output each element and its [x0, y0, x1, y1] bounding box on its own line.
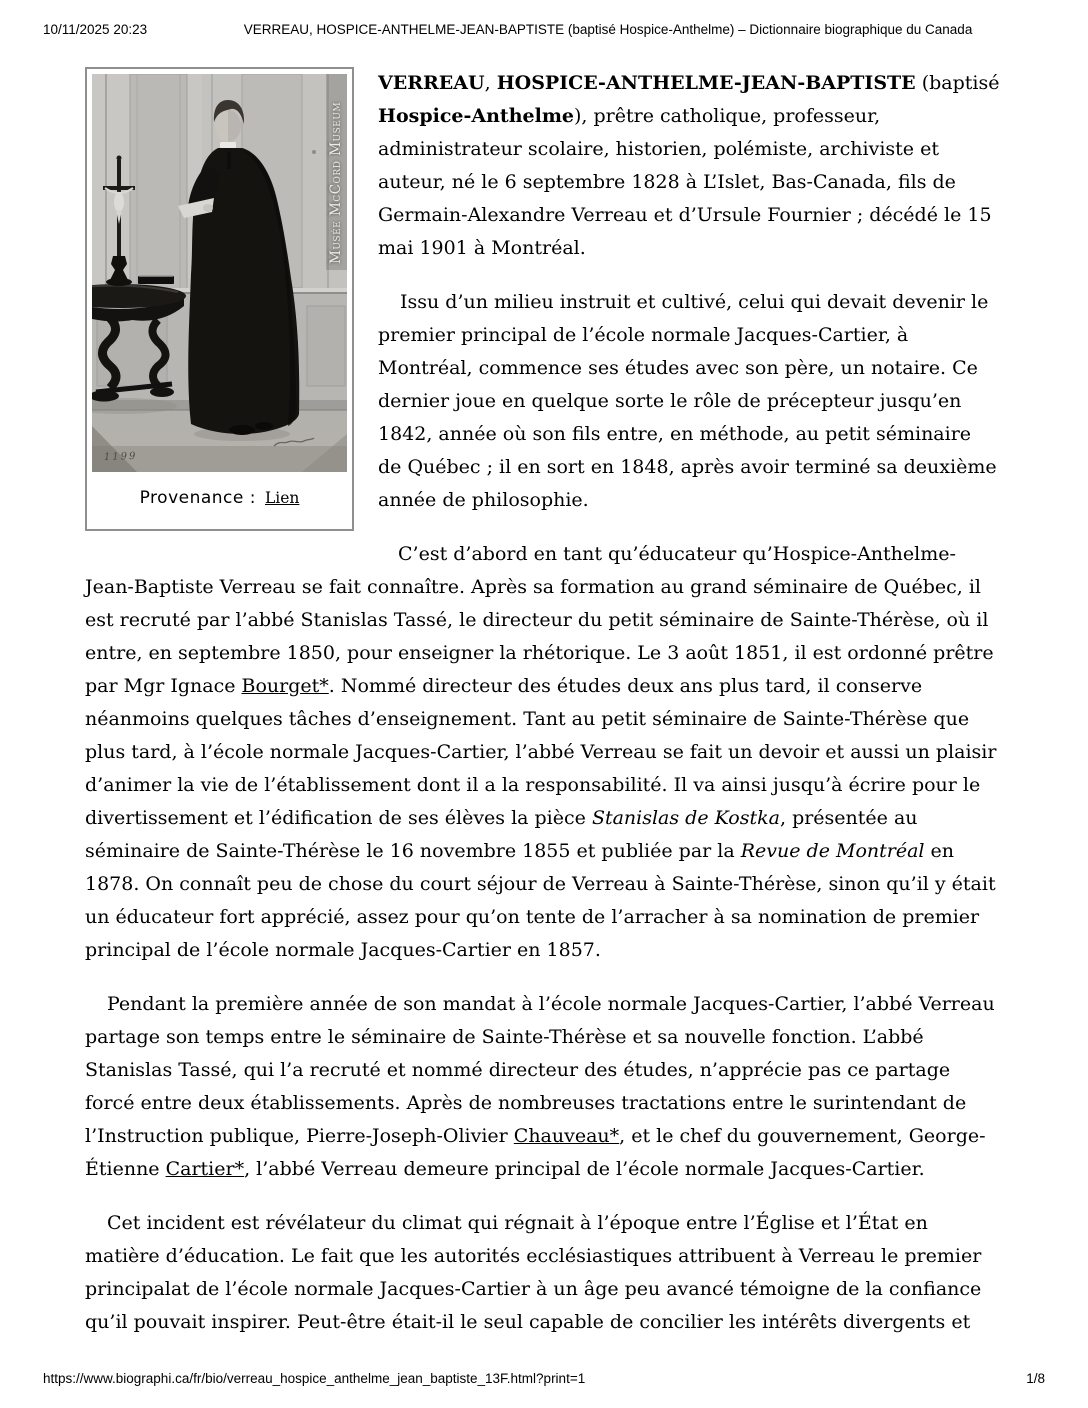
- paragraph-5: [85, 1207, 1000, 1339]
- text-segment: . Nommé directeur des études deux ans plus tard, il conserve néanmoins quelques tâches d’enseignement. Tant au petit séminaire de Sainte-Thérèse que plus tard, à l’école normale Jacques-Cartier, l’abbé Verreau se fait un devoir et aussi un plaisir d’animer la vie de l’établissement dont il a la responsabilité. Il va ainsi jusqu’à écrire pour le divertissement et l’édification de ses élèves la pièce: [85, 675, 997, 829]
- book: [138, 276, 174, 284]
- text-segment: Pendant la première année de son mandat à l’école normale Jacques-Cartier, l’abbé Verreau partage son temps entre le séminaire de Sainte-Thérèse et sa nouvelle fonction. L’abbé Stanislas Tassé, qui l’a recruté et nommé directeur des études, n’apprécie pas ce partage forcé entre deux établissements. Après de nombreuses tractations entre le surintendant de l’Instruction publique, Pierre-Joseph-Olivier: [85, 993, 995, 1147]
- source-url: https://www.biographi.ca/fr/bio/verreau_hospice_anthelme_jean_baptiste_13F.html?print=1: [43, 1371, 586, 1386]
- museum-credit: Musée McCord Museum: [326, 74, 347, 270]
- portrait-figure: [85, 67, 354, 531]
- figure-caption: [92, 472, 347, 524]
- provenance-link[interactable]: Lien: [265, 488, 300, 507]
- text-segment: , l’abbé Verreau demeure principal de l’école normale Jacques-Cartier.: [244, 1158, 925, 1180]
- print-datetime: 10/11/2025 20:23: [43, 22, 148, 37]
- text-segment: , et le chef du gouvernement, George-Étienne: [85, 1125, 986, 1180]
- text-segment: Revue de Montréal: [740, 840, 925, 862]
- paragraph-4: [85, 988, 1000, 1186]
- provenance-label: Provenance :: [139, 487, 256, 508]
- article-body: [85, 67, 1000, 1360]
- portrait-photo-frame: [92, 74, 347, 472]
- page-title: VERREAU, HOSPICE-ANTHELME-JEAN-BAPTISTE (baptisé Hospice-Anthelme) – Dictionnaire biographique du Canada: [243, 22, 973, 37]
- text-segment: HOSPICE-ANTHELME-JEAN-BAPTISTE: [496, 72, 916, 94]
- text-segment: ), prêtre catholique, professeur, administrateur scolaire, historien, polémiste, archiviste et auteur, né le 6 septembre 1828 à L’Islet, Bas-Canada, fils de Germain-Alexandre Verreau et d’Ursule Fournier ; décédé le 15 mai 1901 à Montréal.: [378, 105, 992, 259]
- text-segment: , présentée au séminaire de Sainte-Thérèse le 16 novembre 1855 et publiée par la: [85, 807, 918, 862]
- text-segment: Cet incident est révélateur du climat qui régnait à l’époque entre l’Église et l’État en matière d’éducation. Le fait que les autorités ecclésiastiques attribuent à Verreau le premier principalat de l’école normale Jacques-Cartier à un âge peu avancé témoigne de la confiance qu’il pouvait inspirer. Peut-être était-il le seul capable de concilier les intérêts divergents et: [85, 1212, 982, 1333]
- page-number: 1/8: [1026, 1371, 1045, 1386]
- text-segment: en 1878. On connaît peu de chose du court séjour de Verreau à Sainte-Thérèse, sinon qu’il y était un éducateur fort apprécié, assez pour qu’on tente de l’arracher à sa nomination de premier principal de l’école normale Jacques-Cartier en 1857.: [85, 840, 996, 961]
- bio-link[interactable]: Cartier*: [165, 1158, 245, 1180]
- bio-link[interactable]: Chauveau*: [513, 1125, 620, 1147]
- text-segment: Hospice-Anthelme: [378, 105, 575, 127]
- text-segment: ,: [484, 72, 497, 94]
- photo-inscription: 1199: [103, 450, 138, 463]
- paragraph-3: [85, 538, 1000, 967]
- text-segment: C’est d’abord en tant qu’éducateur qu’Hospice-Anthelme-Jean-Baptiste Verreau se fait connaître. Après sa formation au grand séminaire de Québec, il est recruté par l’abbé Stanislas Tassé, le directeur du petit séminaire de Sainte-Thérèse, où il entre, en septembre 1850, pour enseigner la rhétorique. Le 3 août 1851, il est ordonné prêtre par Mgr Ignace: [85, 543, 994, 697]
- text-segment: Stanislas de Kostka: [591, 807, 780, 829]
- text-segment: (baptisé: [915, 72, 1000, 94]
- print-footer: [0, 1371, 1088, 1386]
- text-segment: Issu d’un milieu instruit et cultivé, celui qui devait devenir le premier principal de l’école normale Jacques-Cartier, à Montréal, commence ses études avec son père, un notaire. Ce dernier joue en quelque sorte le rôle de précepteur jusqu’en 1842, année où son fils entre, en méthode, au petit séminaire de Québec ; il en sort en 1848, après avoir terminé sa deuxième année de philosophie.: [378, 291, 997, 511]
- text-segment: VERREAU: [378, 72, 485, 94]
- portrait-photo: [92, 74, 347, 472]
- bio-link[interactable]: Bourget*: [241, 675, 329, 697]
- print-header: [0, 0, 1088, 38]
